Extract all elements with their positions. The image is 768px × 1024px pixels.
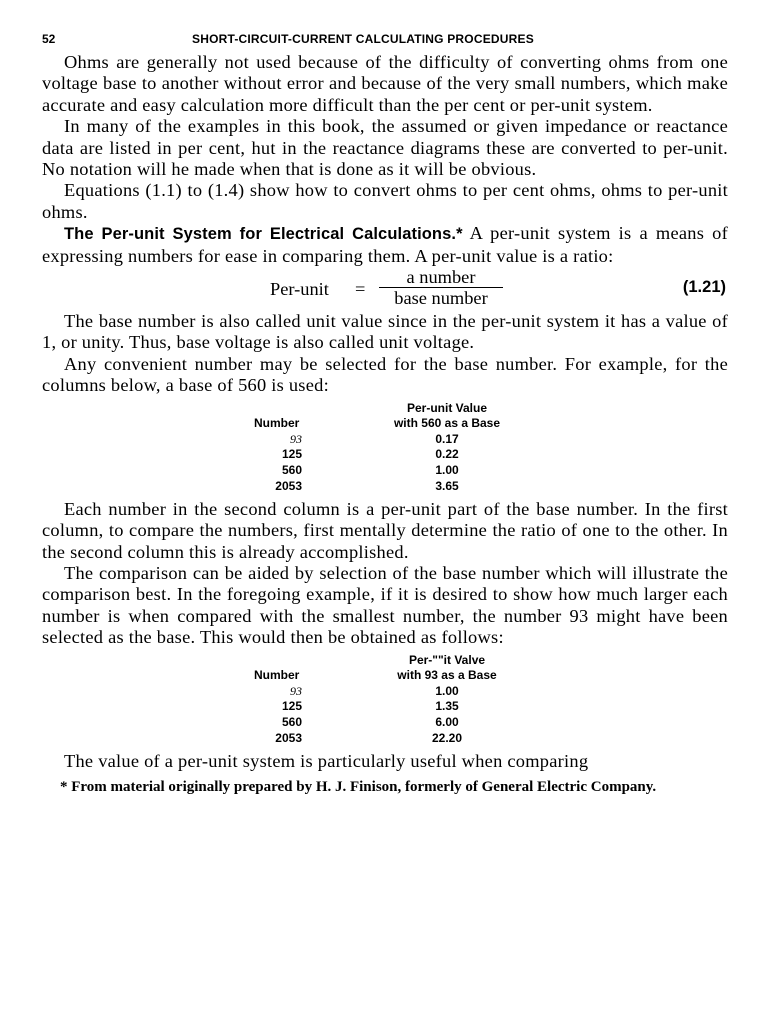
footnote: * From material originally prepared by H. J. Finison, formerly of General Electric Company.: [60, 778, 657, 795]
table-row: [42, 447, 728, 463]
table-cell-number: 560: [281, 714, 302, 729]
paragraph-base-number: The base number is also called unit value since in the per-unit system it has a value of 1, or unity. Thus, base voltage is also called unit voltage.: [42, 311, 728, 353]
paragraph-equations: Equations (1.1) to (1.4) show how to convert ohms to per cent ohms, ohms to per-unit ohms.: [42, 180, 728, 222]
table-cell-number: 560: [281, 463, 302, 478]
table-cell-value: 0.22: [435, 447, 459, 462]
table-header-right: [372, 653, 522, 684]
table-header-right-line1: Per-unit Value: [406, 400, 488, 415]
table-body: [42, 432, 728, 494]
table-cell-value: 22.20: [431, 730, 463, 745]
table-row: [42, 715, 728, 731]
table-row: [42, 463, 728, 479]
table-row: [42, 731, 728, 747]
equation-numerator: a number: [379, 267, 503, 288]
table-body: [42, 684, 728, 746]
equation-equals: =: [355, 279, 366, 300]
table-header-left: Number: [254, 668, 300, 683]
table-cell-number: 93: [290, 431, 302, 446]
table-cell-value: 0.17: [435, 431, 459, 446]
table-row: [42, 479, 728, 495]
equation-number: (1.21): [682, 278, 726, 297]
table-header-right-line2: with 560 as a Base: [393, 416, 501, 431]
table-base-93: [42, 653, 728, 751]
table-base-560: [42, 401, 728, 499]
paragraph-examples: In many of the examples in this book, the assumed or given impedance or reactance data are listed in per cent, hut in the reactance diagrams these are converted to per-unit. No notation will he made when that is done as it will be obvious.: [42, 116, 728, 180]
table-cell-value: 1.00: [435, 463, 459, 478]
equation-1-21: [42, 267, 728, 311]
table-row: [42, 699, 728, 715]
paragraph-per-unit-system: [42, 223, 728, 267]
table-header-right-line2: with 93 as a Base: [397, 668, 497, 683]
equation-denominator: base number: [394, 288, 488, 309]
page-number: 52: [42, 32, 56, 46]
table-header-right-line1: Per-""it Valve: [408, 652, 486, 667]
paragraph-comparison: The comparison can be aided by selection of the base number which will illustrate the comparison best. In the foregoing example, if it is desired to show how much larger each number is when compared with the smallest number, the number 93 might have been selected as the base. This would then be obtained as follows:: [42, 562, 728, 648]
table-cell-number: 125: [281, 447, 302, 462]
table-row: [42, 684, 728, 700]
running-title: SHORT-CIRCUIT-CURRENT CALCULATING PROCEDURES: [192, 32, 534, 46]
paragraph-value-of-per-unit: The value of a per-unit system is particularly useful when comparing: [64, 750, 589, 771]
table-cell-value: 3.65: [435, 478, 459, 493]
paragraph-ohms: Ohms are generally not used because of the difficulty of converting ohms from one voltage base to another without error and because of the very small numbers, which make accurate and easy calculation more difficult than the per cent or per-unit system.: [42, 52, 728, 115]
table-cell-value: 6.00: [435, 714, 459, 729]
equation-lhs: Per-unit: [270, 279, 329, 300]
table-cell-number: 2053: [275, 730, 302, 745]
page: [42, 32, 728, 797]
page-header: [42, 32, 728, 52]
paragraph-convenient-number: Any convenient number may be selected for the base number. For example, for the columns below, a base of 560 is used:: [42, 353, 728, 396]
table-cell-value: 1.00: [435, 683, 459, 698]
table-cell-number: 2053: [275, 478, 302, 493]
table-header-right: [372, 401, 522, 432]
table-cell-value: 1.35: [435, 699, 459, 714]
paragraph-second-column: Each number in the second column is a per-unit part of the base number. In the first column, to compare the numbers, first mentally determine the ratio of one to the other. In the second column this is already accomplished.: [42, 498, 728, 562]
table-header-left: Number: [254, 416, 300, 431]
equation-fraction: [379, 267, 503, 308]
table-cell-number: 125: [281, 699, 302, 714]
table-cell-number: 93: [290, 683, 302, 698]
section-heading: The Per-unit System for Electrical Calculations.*: [64, 225, 463, 244]
table-row: [42, 432, 728, 448]
section-text: A per-unit system is a means of expressing numbers for ease in comparing them. A per-unit value is a ratio:: [42, 223, 728, 266]
